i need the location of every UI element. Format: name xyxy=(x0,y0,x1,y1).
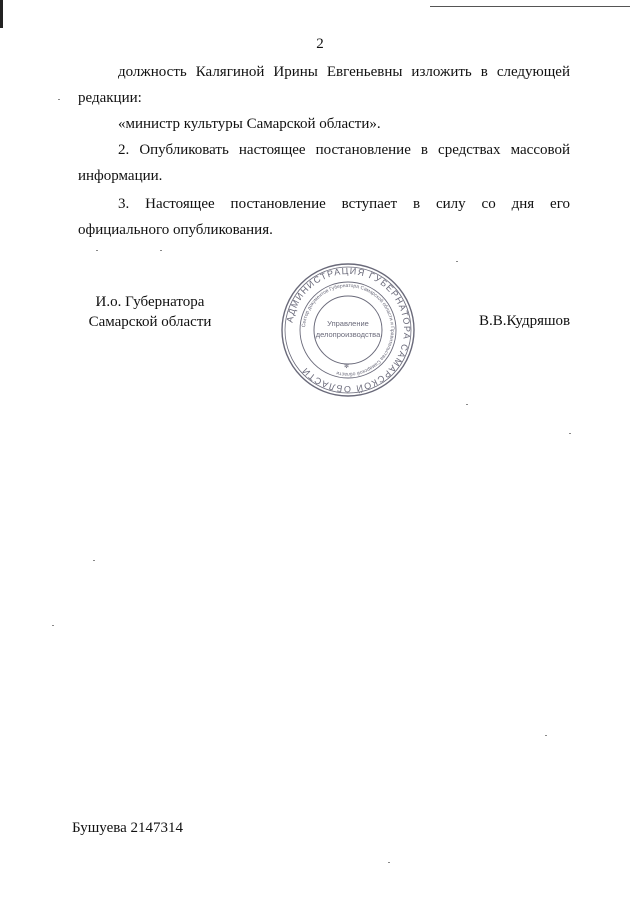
scan-line xyxy=(430,6,630,7)
page-number: 2 xyxy=(316,36,324,52)
signer-title-line: И.о. Губернатора xyxy=(95,294,205,310)
signer-name: В.В.Кудряшов xyxy=(479,313,571,329)
scan-speck xyxy=(96,250,98,251)
scan-speck xyxy=(160,250,162,251)
paragraph-line: редакции: xyxy=(78,90,142,106)
paragraph-line: 3. Настоящее постановление вступает в силу со дня его xyxy=(118,196,570,212)
paragraph-line: 2. Опубликовать настоящее постановление в средствах массовой xyxy=(118,142,570,158)
scan-speck xyxy=(545,735,547,736)
scan-edge-mark xyxy=(0,0,3,28)
seal-center-line: делопроизводства xyxy=(315,330,381,339)
signer-title xyxy=(80,292,220,332)
scan-speck xyxy=(388,862,390,863)
seal-outer-text: АДМИНИСТРАЦИЯ ГУБЕРНАТОРА САМАРСКОЙ ОБЛАСТИ xyxy=(284,265,413,395)
seal-center-line: Управление xyxy=(327,319,369,328)
scan-speck xyxy=(456,261,458,262)
executor-contact: Бушуева 2147314 xyxy=(72,820,184,836)
scan-speck xyxy=(93,560,95,561)
paragraph-line: официального опубликования. xyxy=(78,222,273,238)
paragraph-new-title: «министр культуры Самарской области». xyxy=(118,116,381,132)
scan-speck xyxy=(52,625,54,626)
official-seal-stamp xyxy=(280,262,416,398)
paragraph-effective-date xyxy=(78,191,570,243)
paragraph-line: должность Калягиной Ирины Евгеньевны изложить в следующей xyxy=(118,64,570,80)
star-icon: ✻ xyxy=(344,364,350,370)
scan-speck xyxy=(569,433,571,434)
paragraph-line: информации. xyxy=(78,168,163,184)
seal-inner-text: Сектор документов Губернатора Самарской области и Правительства Самарской области xyxy=(301,282,396,378)
scan-speck xyxy=(466,404,468,405)
scan-speck xyxy=(58,99,60,100)
paragraph-publish xyxy=(78,137,570,189)
signer-title-line: Самарской области xyxy=(88,314,212,330)
paragraph-position-text xyxy=(78,59,570,111)
